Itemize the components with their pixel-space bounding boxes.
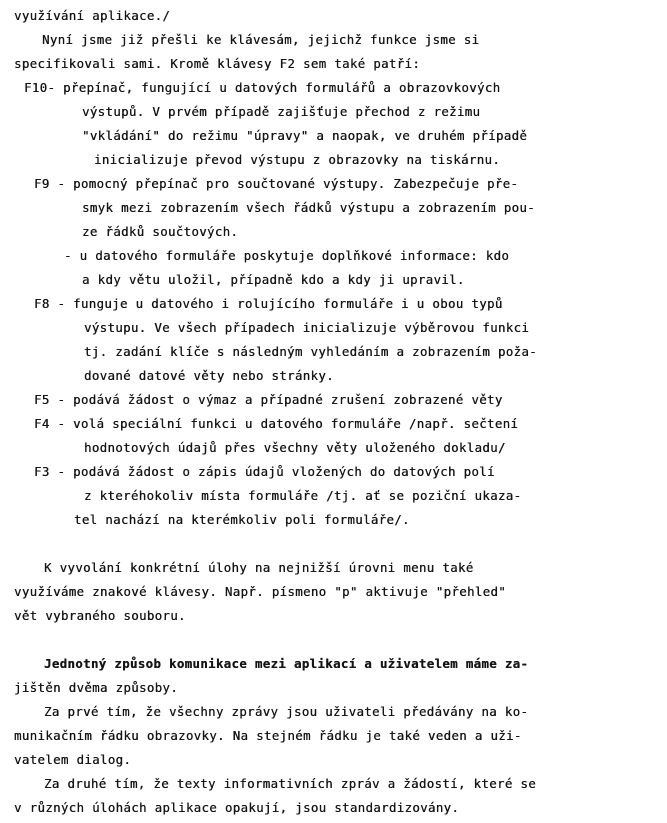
text-line: specifikovali sami. Kromě klávesy F2 sem také patří: (14, 56, 421, 71)
text-line: inicializuje převod výstupu z obrazovky na tiskárnu. (94, 152, 501, 167)
text-line: využívání aplikace./ (14, 8, 171, 23)
text-line: smyk mezi zobrazením všech řádků výstupu a zobrazením pou- (82, 200, 535, 215)
text-line: F10- přepínač, fungující u datových formulářů a obrazovkových (24, 80, 501, 95)
text-line: munikačním řádku obrazovky. Na stejném řádku je také veden a uži- (14, 728, 522, 743)
text-line: výstupu. Ve všech případech inicializuje výběrovou funkci (84, 320, 530, 335)
text-line: tel nachází na kterémkoliv poli formuláře/. (74, 512, 410, 527)
text-line: F4 - volá speciální funkci u datového formuláře /např. sečtení (34, 416, 519, 431)
text-line: dované datové věty nebo stránky. (84, 368, 334, 383)
text-line: ze řádků součtových. (82, 224, 239, 239)
text-line: tj. zadání klíče s následným vyhledáním a zobrazením poža- (84, 344, 537, 359)
text-line: z kteréhokoliv místa formuláře /tj. ať se poziční ukaza- (84, 488, 522, 503)
text-line: Jednotný způsob komunikace mezi aplikací a uživatelem máme za- (44, 656, 529, 671)
text-line: v různých úlohách aplikace opakují, jsou standardizovány. (14, 800, 460, 815)
text-line: F5 - podává žádost o výmaz a případné zrušení zobrazené věty (34, 392, 503, 407)
text-line: - u datového formuláře poskytuje doplňkové informace: kdo (64, 248, 510, 263)
text-line: F3 - podává žádost o zápis údajů vložených do datových polí (34, 464, 495, 479)
text-line: F9 - pomocný přepínač pro součtované výstupy. Zabezpečuje pře- (34, 176, 519, 191)
text-line: Nyní jsme již přešli ke klávesám, jejichž funkce jsme si (42, 32, 480, 47)
text-line: a kdy větu uložil, případně kdo a kdy ji upravil. (82, 272, 465, 287)
text-line: Za prvé tím, že všechny zprávy jsou uživateli předávány na ko- (44, 704, 529, 719)
text-line: hodnotových údajů přes všechny věty uloženého dokladu/ (84, 440, 506, 455)
text-line: jištěn dvěma způsoby. (14, 680, 179, 695)
text-line: "vkládání" do režimu "úpravy" a naopak, ve druhém případě (82, 128, 528, 143)
text-line: vět vybraného souboru. (14, 608, 186, 623)
text-line: Za druhé tím, že texty informativních zpráv a žádostí, které se (44, 776, 537, 791)
text-line: vatelem dialog. (14, 752, 132, 767)
text-line: výstupů. V prvém případě zajišťuje přechod z režimu (82, 104, 481, 119)
text-line: F8 - funguje u datového i rolujícího formuláře i u obou typů (34, 296, 503, 311)
text-line: využíváme znakové klávesy. Např. písmeno "p" aktivuje "přehled" (14, 584, 507, 599)
text-line: K vyvolání konkrétní úlohy na nejnižší úrovni menu také (44, 560, 474, 575)
